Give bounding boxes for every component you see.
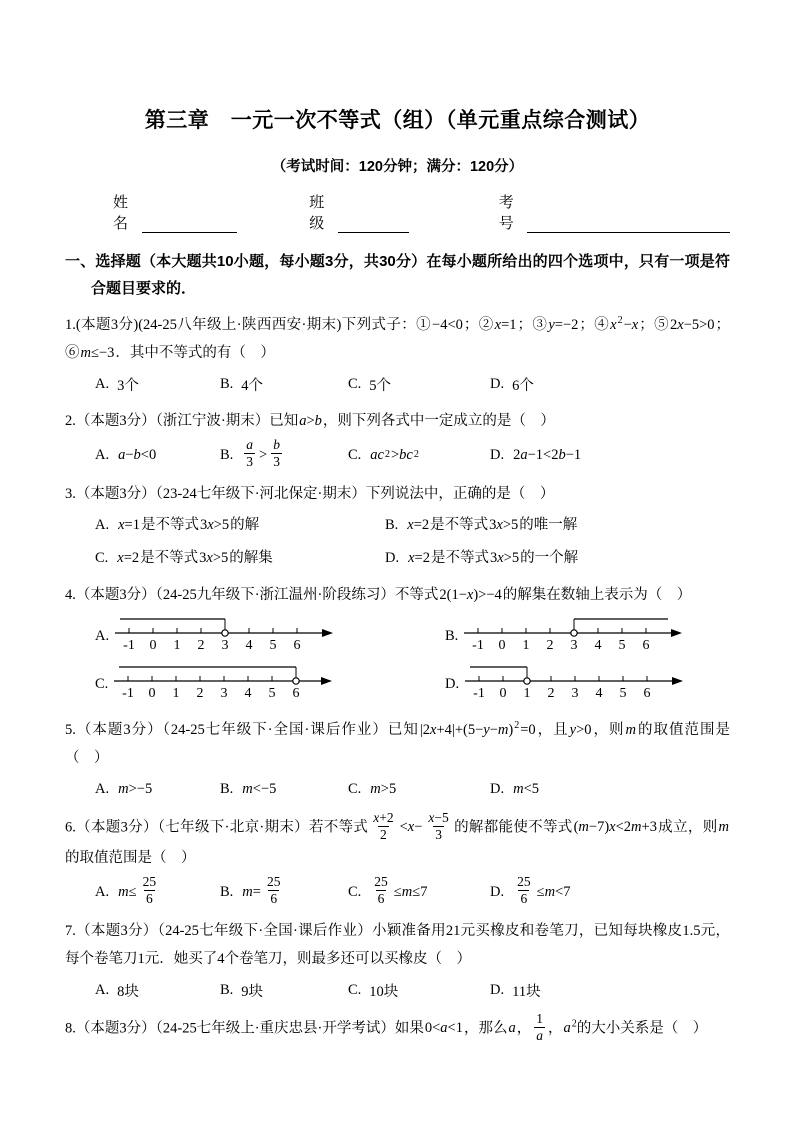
- superscript: 2: [514, 720, 520, 732]
- superscript: 2: [571, 1018, 577, 1030]
- option-label: D.: [490, 376, 505, 392]
- question-3: [65, 480, 730, 572]
- math-run: x=1: [494, 317, 517, 333]
- question-stem: [65, 917, 730, 973]
- option-label: C.: [348, 446, 362, 463]
- option-C: [348, 781, 490, 798]
- math-run: a: [508, 1020, 516, 1037]
- svg-text:6: 6: [293, 638, 301, 654]
- svg-text:1: 1: [522, 638, 530, 654]
- svg-text:1: 1: [523, 686, 531, 702]
- option-label: B.: [220, 883, 234, 900]
- svg-text:4: 4: [594, 638, 602, 654]
- option-B: [385, 512, 730, 539]
- text-run: 成立，则: [657, 819, 718, 836]
- option-D: [490, 447, 582, 464]
- math-run: m≤: [118, 883, 137, 900]
- text-run: 11块: [512, 984, 541, 1001]
- option-label: A.: [95, 627, 110, 644]
- svg-text:3: 3: [220, 686, 228, 702]
- option-D: [490, 781, 540, 798]
- math-run: y>0: [569, 722, 592, 739]
- option-A: [95, 447, 220, 464]
- text-run: ，: [516, 1020, 532, 1037]
- math-run: <x−: [399, 819, 423, 836]
- options-row: [65, 977, 730, 1004]
- text-run: 是不等式: [430, 517, 489, 534]
- option-label: C.: [95, 550, 109, 567]
- fraction-denominator: 2: [380, 826, 387, 842]
- math-run: x=2: [117, 550, 140, 567]
- fraction: [515, 874, 533, 906]
- fraction-numerator: 25: [374, 874, 388, 890]
- math-run: a>b: [299, 413, 322, 429]
- svg-text:5: 5: [619, 686, 627, 702]
- text-run: 8.（本题3分）（24-25七年级上·重庆忠县·开学考试）如果: [65, 1020, 424, 1037]
- page-title: 第三章 一元一次不等式（组）（单元重点综合测试）: [144, 109, 651, 132]
- option-label: A.: [95, 517, 110, 534]
- question-stem: [65, 311, 730, 367]
- text-run: ；⑤: [639, 317, 669, 333]
- option-label: B.: [220, 781, 234, 798]
- math-run: |2x+4|+(5−y−m): [419, 722, 514, 739]
- math-run: a: [563, 1020, 571, 1037]
- option-A: [95, 980, 220, 1001]
- option-C: [348, 374, 490, 395]
- name-blank: [142, 218, 238, 233]
- fraction: [141, 874, 159, 906]
- svg-text:3: 3: [571, 686, 579, 702]
- fraction-numerator: x+2: [373, 810, 394, 826]
- fraction-numerator: x−5: [428, 810, 449, 826]
- svg-text:1: 1: [172, 686, 180, 702]
- question-6: [65, 812, 730, 908]
- svg-text:4: 4: [244, 686, 252, 702]
- option-label: D.: [445, 675, 460, 692]
- superscript: 2: [413, 449, 419, 461]
- svg-text:0: 0: [148, 686, 156, 702]
- fraction-denominator: 3: [246, 453, 254, 469]
- options-row: [65, 439, 730, 471]
- fraction-denominator: 6: [145, 890, 153, 906]
- text-run: ，则: [592, 722, 625, 739]
- fraction: [244, 437, 255, 469]
- fraction-denominator: 6: [520, 890, 528, 906]
- text-run: 的解集: [229, 550, 273, 567]
- option-D: [445, 661, 730, 707]
- fraction-denominator: 6: [377, 890, 385, 906]
- option-C: [348, 980, 490, 1001]
- math-run: m<−5: [242, 781, 277, 798]
- svg-text:5: 5: [269, 638, 277, 654]
- text-run: 的解都能使不等式: [453, 819, 573, 836]
- math-run: m>5: [370, 781, 397, 798]
- math-run: =0: [520, 722, 536, 739]
- text-run: ，且: [536, 722, 569, 739]
- option-label: C.: [95, 675, 109, 692]
- fraction-denominator: 6: [270, 890, 278, 906]
- text-run: ；③: [517, 317, 548, 333]
- questions-list: [65, 311, 730, 1045]
- text-run: 8块: [117, 984, 139, 1001]
- option-label: D.: [490, 982, 505, 999]
- math-run: m: [625, 722, 637, 739]
- svg-text:-1: -1: [122, 686, 135, 702]
- exam-info-line: （考试时间：120分钟；满分：120分）: [271, 159, 524, 175]
- svg-text:-1: -1: [473, 686, 485, 702]
- math-run: −x: [623, 317, 639, 333]
- math-run: ≤m≤7: [393, 883, 428, 900]
- math-run: x=2: [408, 550, 430, 567]
- text-run: 2.（本题3分）（浙江宁波·期末）已知: [65, 413, 299, 429]
- option-C: [348, 876, 490, 908]
- option-label: B.: [385, 517, 399, 534]
- math-run: m<5: [513, 781, 540, 798]
- option-label: D.: [490, 883, 505, 900]
- text-run: 4个: [241, 378, 264, 394]
- student-fields: [113, 191, 730, 233]
- text-run: 7.（本题3分）（24-25七年级下·全国·课后作业）小颖准备用21元买橡皮和卷笔刀，已知每块橡皮1.5元，每个卷笔刀1元．她买了4个卷笔刀，则最多还可以买橡皮（ ）: [65, 923, 730, 968]
- text-run: 的一个解: [520, 550, 579, 567]
- question-stem: [65, 716, 730, 772]
- svg-text:4: 4: [595, 686, 603, 702]
- math-run: 2a−1<2b−1: [513, 446, 582, 463]
- math-run: −4<0: [432, 317, 463, 333]
- number-line-options: [65, 613, 730, 707]
- question-2: [65, 407, 730, 471]
- fraction-numerator: 1: [536, 1011, 543, 1027]
- option-label: B.: [220, 376, 234, 392]
- option-label: B.: [220, 446, 234, 463]
- math-run: 3x>5: [489, 550, 520, 567]
- question-stem: [65, 480, 730, 508]
- question-stem: [65, 1013, 730, 1045]
- text-run: 的取值范围是（ ）: [65, 722, 731, 767]
- text-run: 10块: [369, 984, 399, 1001]
- option-D: [385, 545, 730, 572]
- math-run: 3x>5: [199, 517, 230, 534]
- svg-text:2: 2: [547, 686, 555, 702]
- option-D: [490, 876, 572, 908]
- fraction-denominator: a: [536, 1027, 543, 1043]
- text-run: 是不等式: [140, 550, 199, 567]
- math-run: x=2: [407, 517, 430, 534]
- text-run: 6个: [512, 378, 534, 394]
- option-A: [95, 512, 385, 539]
- option-B: [220, 876, 348, 908]
- option-D: [490, 374, 534, 395]
- options-row: [65, 371, 730, 398]
- text-run: ，则下列各式中一定成立的是（ ）: [322, 413, 555, 429]
- svg-text:3: 3: [221, 638, 229, 654]
- option-label: D.: [490, 446, 505, 463]
- svg-text:-1: -1: [123, 638, 135, 654]
- fraction-numerator: 25: [142, 874, 157, 890]
- option-label: A.: [95, 982, 110, 999]
- svg-text:6: 6: [642, 638, 650, 654]
- text-run: 5个: [369, 378, 392, 394]
- options-row: [65, 776, 730, 803]
- svg-text:2: 2: [197, 638, 205, 654]
- svg-text:0: 0: [149, 638, 157, 654]
- question-stem: [65, 581, 730, 609]
- math-run: 3x>5: [489, 517, 519, 534]
- svg-text:2: 2: [196, 686, 204, 702]
- option-label: C.: [348, 781, 362, 798]
- fraction-denominator: 3: [435, 826, 442, 842]
- svg-text:0: 0: [499, 686, 507, 702]
- fraction-denominator: 3: [273, 453, 280, 469]
- fraction: [426, 810, 450, 842]
- math-run: x=1: [118, 517, 140, 534]
- svg-text:5: 5: [618, 638, 626, 654]
- math-run: 2(1−x)>−4: [439, 587, 502, 604]
- math-run: m≤−3: [80, 345, 115, 361]
- math-run: ≤m<7: [536, 883, 571, 900]
- svg-text:4: 4: [245, 638, 253, 654]
- question-5: [65, 716, 730, 803]
- number-line-diagram: [463, 661, 685, 707]
- option-label: C.: [348, 376, 362, 392]
- options-grid: [65, 512, 730, 572]
- question-7: [65, 917, 730, 1004]
- options-row: [65, 876, 730, 908]
- math-run: y=−2: [548, 317, 579, 333]
- svg-text:0: 0: [498, 638, 506, 654]
- text-run: ；④: [579, 317, 610, 333]
- option-B: [220, 439, 348, 471]
- option-A: [95, 613, 445, 659]
- math-run: >bc: [390, 446, 413, 463]
- question-stem: [65, 812, 730, 872]
- svg-text:5: 5: [268, 686, 276, 702]
- svg-text:6: 6: [643, 686, 651, 702]
- math-run: 2x−5>0: [670, 317, 715, 333]
- math-run: ac: [370, 446, 384, 463]
- option-B: [220, 374, 348, 395]
- section-header: 一、选择题（本大题共10小题，每小题3分，共30分）在每小题所给出的四个选项中，只有一项是符合题目要求的．: [65, 253, 730, 297]
- math-run: m=: [242, 883, 261, 900]
- option-label: C.: [348, 883, 362, 900]
- option-A: [95, 374, 220, 395]
- text-run: 4.（本题3分）（24-25九年级下·浙江温州·阶段练习）不等式: [65, 587, 439, 604]
- text-run: ；②: [463, 317, 494, 333]
- math-run: m>−5: [118, 781, 153, 798]
- option-D: [490, 980, 541, 1001]
- exam-no-blank: [527, 218, 730, 233]
- question-stem: [65, 407, 730, 435]
- number-line-diagram: [462, 613, 684, 659]
- fraction: [265, 874, 283, 906]
- question-4: [65, 581, 730, 707]
- text-run: 是不等式: [430, 550, 489, 567]
- option-C: [95, 545, 385, 572]
- option-label: D.: [385, 550, 400, 567]
- option-C: [348, 447, 490, 464]
- option-label: A.: [95, 883, 110, 900]
- svg-text:2: 2: [546, 638, 554, 654]
- svg-text:6: 6: [292, 686, 300, 702]
- math-run: 0<a<1: [424, 1020, 463, 1037]
- math-run: 3x>5: [199, 550, 229, 567]
- option-B: [445, 613, 730, 659]
- option-label: A.: [95, 446, 110, 463]
- svg-text:-1: -1: [472, 638, 485, 654]
- text-run: ．其中不等式的有（ ）: [115, 345, 275, 361]
- option-B: [220, 781, 348, 798]
- text-run: 是不等式: [140, 517, 199, 534]
- fraction: [271, 437, 282, 469]
- math-run: a−b<0: [118, 446, 157, 463]
- class-blank: [338, 218, 409, 233]
- option-B: [220, 980, 348, 1001]
- fraction-numerator: a: [246, 437, 254, 452]
- number-line-diagram: [113, 613, 335, 659]
- text-run: 的大小关系是（ ）: [576, 1020, 708, 1037]
- exam-no-label: 考号: [498, 195, 514, 232]
- fraction: [372, 874, 390, 906]
- text-run: ，那么: [463, 1020, 508, 1037]
- question-1: [65, 311, 730, 398]
- text-run: 1.(本题3分)(24-25八年级上·陕西西安·期末)下列式子：①: [65, 317, 432, 333]
- text-run: 的解集在数轴上表示为（ ）: [502, 587, 692, 604]
- option-label: B.: [220, 982, 234, 999]
- option-label: D.: [490, 781, 505, 798]
- option-label: B.: [445, 627, 459, 644]
- text-run: 的解: [230, 517, 260, 534]
- class-label: 班级: [309, 195, 325, 232]
- question-8: [65, 1013, 730, 1045]
- option-label: A.: [95, 781, 110, 798]
- text-run: 5.（本题3分）（24-25七年级下·全国·课后作业）已知: [65, 722, 419, 739]
- text-run: 3.（本题3分）（23-24七年级下·河北保定·期末）下列说法中，正确的是（ ）: [65, 486, 555, 503]
- svg-text:3: 3: [570, 638, 578, 654]
- math-run: m: [718, 819, 730, 836]
- fraction: [371, 810, 395, 842]
- text-run: 9块: [241, 984, 264, 1001]
- name-label: 姓名: [113, 195, 129, 232]
- superscript: 2: [384, 449, 390, 461]
- text-run: ；⑥: [65, 317, 731, 361]
- math-run: (m−7)x<2m+3: [573, 819, 657, 836]
- fraction-numerator: b: [273, 437, 280, 452]
- option-A: [95, 781, 220, 798]
- math-run: >: [259, 446, 268, 463]
- option-A: [95, 876, 220, 908]
- text-run: 的取值范围是（ ）: [65, 850, 196, 867]
- svg-text:1: 1: [173, 638, 181, 654]
- text-run: ，: [547, 1020, 563, 1037]
- number-line-diagram: [112, 661, 334, 707]
- superscript: 2: [617, 315, 623, 327]
- text-run: 的唯一解: [519, 517, 578, 534]
- text-run: 3个: [117, 378, 139, 394]
- option-label: C.: [348, 982, 362, 999]
- option-label: A.: [95, 376, 110, 392]
- text-run: 6.（本题3分）（七年级下·北京·期末）若不等式: [65, 819, 369, 836]
- fraction-numerator: 25: [517, 874, 531, 890]
- fraction: [534, 1011, 545, 1043]
- fraction-numerator: 25: [266, 874, 281, 890]
- math-run: x: [610, 317, 617, 333]
- option-C: [95, 661, 445, 707]
